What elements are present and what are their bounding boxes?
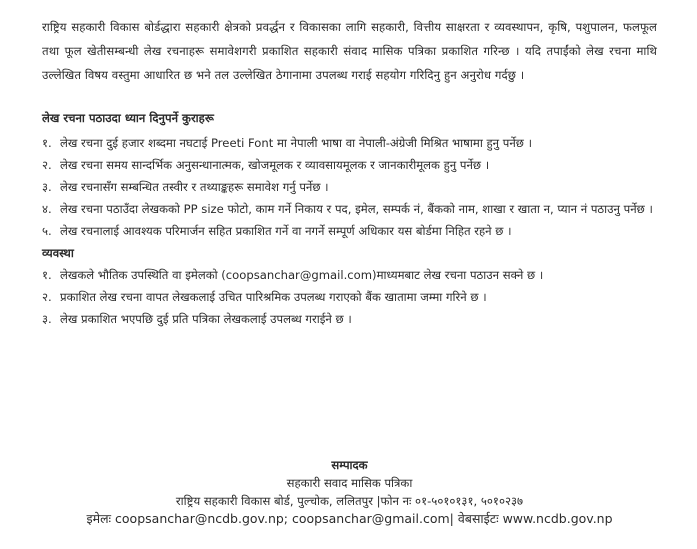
list-item [42,154,657,176]
item-number: ३. [42,312,52,326]
list-item [42,286,657,308]
office-address: राष्ट्रिय सहकारी विकास बोर्ड, पुल्चोक, ललितपुर |फोन नः ०१-५०१०१३१, ५०१०२३७ [175,494,524,508]
item-text: लेख रचनालाई आवश्यक परिमार्जन सहित प्रकाशित गर्ने वा नगर्ने सम्पूर्ण अधिकार यस बोर्डमा निहित रहने छ । [60,224,512,238]
item-number: ४. [42,202,52,216]
list-item [42,132,657,154]
arrangement-list [42,264,657,330]
item-number: १. [42,268,52,282]
item-text: प्रकाशित लेख रचना वापत लेखकलाई उचित पारिश्रमिक उपलब्ध गराएको बैंक खातामा जम्मा गरिने छ । [60,290,487,304]
item-number: १. [42,136,52,150]
arrangement-heading: व्यवस्था [42,246,74,260]
guidelines-heading: लेख रचना पठाउदा ध्यान दिनुपर्ने कुराहरू [42,111,214,125]
item-number: २. [42,290,52,304]
item-number: ५. [42,224,52,238]
guidelines-list [42,132,657,242]
item-text: लेख रचना समय सान्दर्भिक अनुसन्धानात्मक, खोजमूलक र व्यावसायमूलक र जानकारीमूलक हुनु पर्नेछ । [60,158,490,172]
list-item [42,198,657,220]
item-text: लेख रचना दुई हजार शब्दमा नघटाई Preeti Font मा नेपाली भाषा वा नेपाली-अंग्रेजी मिश्रित भाषामा हुनु पर्नेछ । [60,136,533,150]
list-item [42,264,657,286]
editor-footer [42,456,657,528]
item-text: लेख प्रकाशित भएपछि दुई प्रति पत्रिका लेखकलाई उपलब्ध गराईने छ । [60,312,352,326]
item-number: ३. [42,180,52,194]
editor-role: सम्पादक [331,458,368,472]
item-number: २. [42,158,52,172]
contact-info: इमेलः coopsanchar@ncdb.gov.np; coopsanchar@gmail.com| वेबसाईटः www.ncdb.gov.np [86,511,613,526]
magazine-name: सहकारी सवाद मासिक पत्रिका [286,476,413,490]
item-text: लेख रचना पठाउँदा लेखकको PP size फोटो, काम गर्ने निकाय र पद, इमेल, सम्पर्क नं, बैंकको नाम, शाखा र खाता न, प्यान नं पठाउनु पर्नेछ । [60,202,653,216]
list-item [42,308,657,330]
list-item [42,220,657,242]
list-item [42,176,657,198]
item-text: लेखकले भौतिक उपस्थिति वा इमेलको (coopsanchar@gmail.com)माध्यमबाट लेख रचना पठाउन सक्ने छ । [60,268,544,282]
item-text: लेख रचनासँग सम्बन्धित तस्वीर र तथ्याङ्कहरू समावेश गर्नु पर्नेछ । [60,180,329,194]
intro-paragraph: राष्ट्रिय सहकारी विकास बोर्डद्धारा सहकारी क्षेत्रको प्रवर्द्धन र विकासका लागि सहकारी, वित्तीय साक्षरता र व्यवस्थापन, कृषि, पशुपालन, फलफूल तथा फूल खेतीसम्बन्धी लेख रचनाहरू समावेशगरी प्रकाशित सहकारी संवाद मासिक पत्रिका प्रकाशित गरिन्छ । यदि तपाईंको लेख रचना माथि उल्लेखित विषय वस्तुमा आधारित छ भने तल उल्लेखित ठेगानामा उपलब्ध गराई सहयोग गरिदिनु हुन अनुरोध गर्दछु । [42,20,658,82]
